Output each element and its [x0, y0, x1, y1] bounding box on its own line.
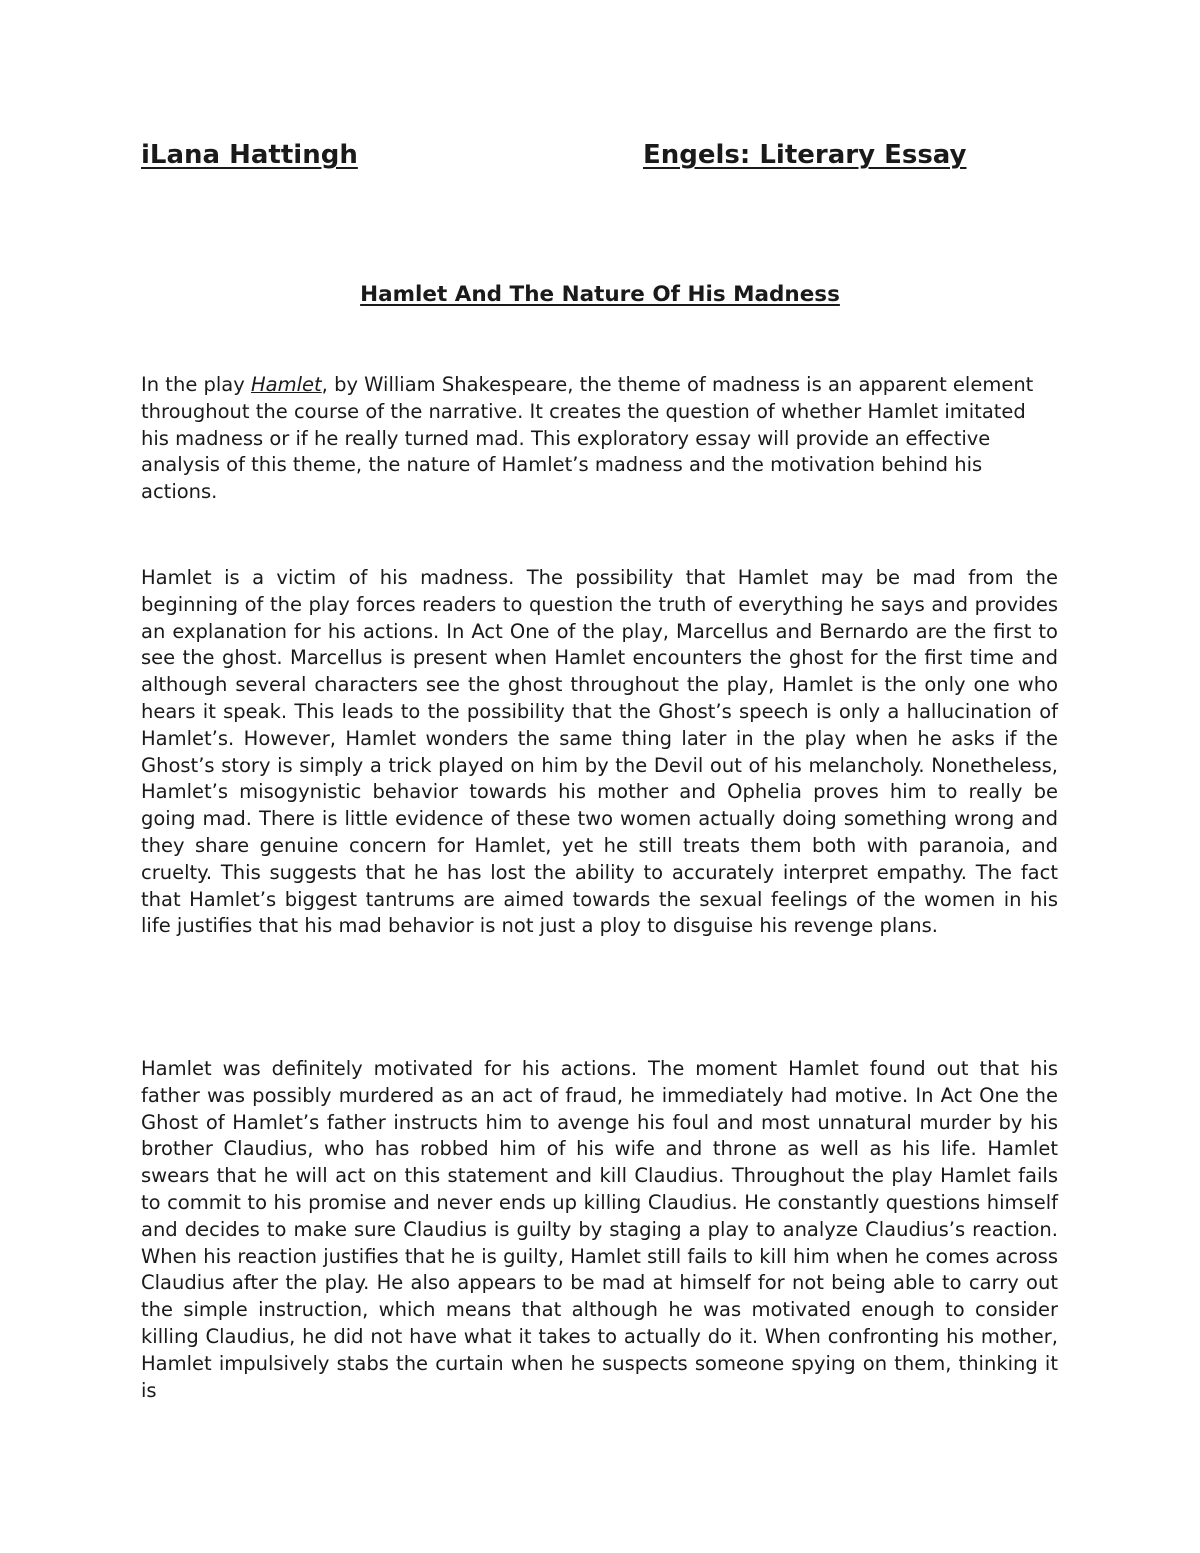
paragraph-motivation: Hamlet was definitely motivated for his actions. The moment Hamlet found out that his father was possibly murdered as an act of fraud, he immediately had motive. In Act One the Ghost of Hamlet’s father instructs him to avenge his foul and most unnatural murder by his brother Claudius, who has robbed him of his wife and throne as well as his life. Hamlet swears that he will act on this statement and kill Claudius. Throughout the play Hamlet fails to commit to his promise and never ends up killing Claudius. He constantly questions himself and decides to make sure Claudius is guilty by staging a play to analyze Claudius’s reaction. When his reaction justifies that he is guilty, Hamlet still fails to kill him when he comes across Claudius after the play. He also appears to be mad at himself for not being able to carry out the simple instruction, which means that although he was motivated enough to consider killing Claudius, he did not have what it takes to actually do it. When confronting his mother, Hamlet impulsively stabs the curtain when he suspects someone spying on them, thinking it is [141, 1057, 1058, 1402]
paragraph-intro-rest: , by William Shakespeare, the theme of madness is an apparent element throughout the course of the narrative. It creates the question of whether Hamlet imitated his madness or if he really turned mad. This exploratory essay will provide an effective analysis of this theme, the nature of Hamlet’s madness and the motivation behind his actions. [141, 373, 1034, 504]
paragraph-intro-start: In the play [141, 373, 251, 396]
work-title: Hamlet [251, 373, 322, 396]
essay-title: Hamlet And The Nature Of His Madness [360, 282, 840, 307]
course-label: Engels: Literary Essay [643, 140, 967, 170]
paragraph-madness: Hamlet is a victim of his madness. The possibility that Hamlet may be mad from the beginning of the play forces readers to question the truth of everything he says and provides an explanation for his actions. In Act One of the play, Marcellus and Bernardo are the first to see the ghost. Marcellus is present when Hamlet encounters the ghost for the first time and although several characters see the ghost throughout the play, Hamlet is the only one who hears it speak. This leads to the possibility that the Ghost’s speech is only a hallucination of Hamlet’s. However, Hamlet wonders the same thing later in the play when he asks if the Ghost’s story is simply a trick played on him by the Devil out of his melancholy. Nonetheless, Hamlet’s misogynistic behavior towards his mother and Ophelia proves him to really be going mad. There is little evidence of these two women actually doing something wrong and they share genuine concern for Hamlet, yet he still treats them both with paranoia, and cruelty. This suggests that he has lost the ability to accurately interpret empathy. The fact that Hamlet’s biggest tantrums are aimed towards the sexual feelings of the women in his life justifies that his mad behavior is not just a ploy to disguise his revenge plans. [141, 566, 1058, 938]
document-header [141, 140, 1059, 180]
author-name: iLana Hattingh [141, 140, 358, 170]
paragraph-introduction [141, 372, 1058, 506]
